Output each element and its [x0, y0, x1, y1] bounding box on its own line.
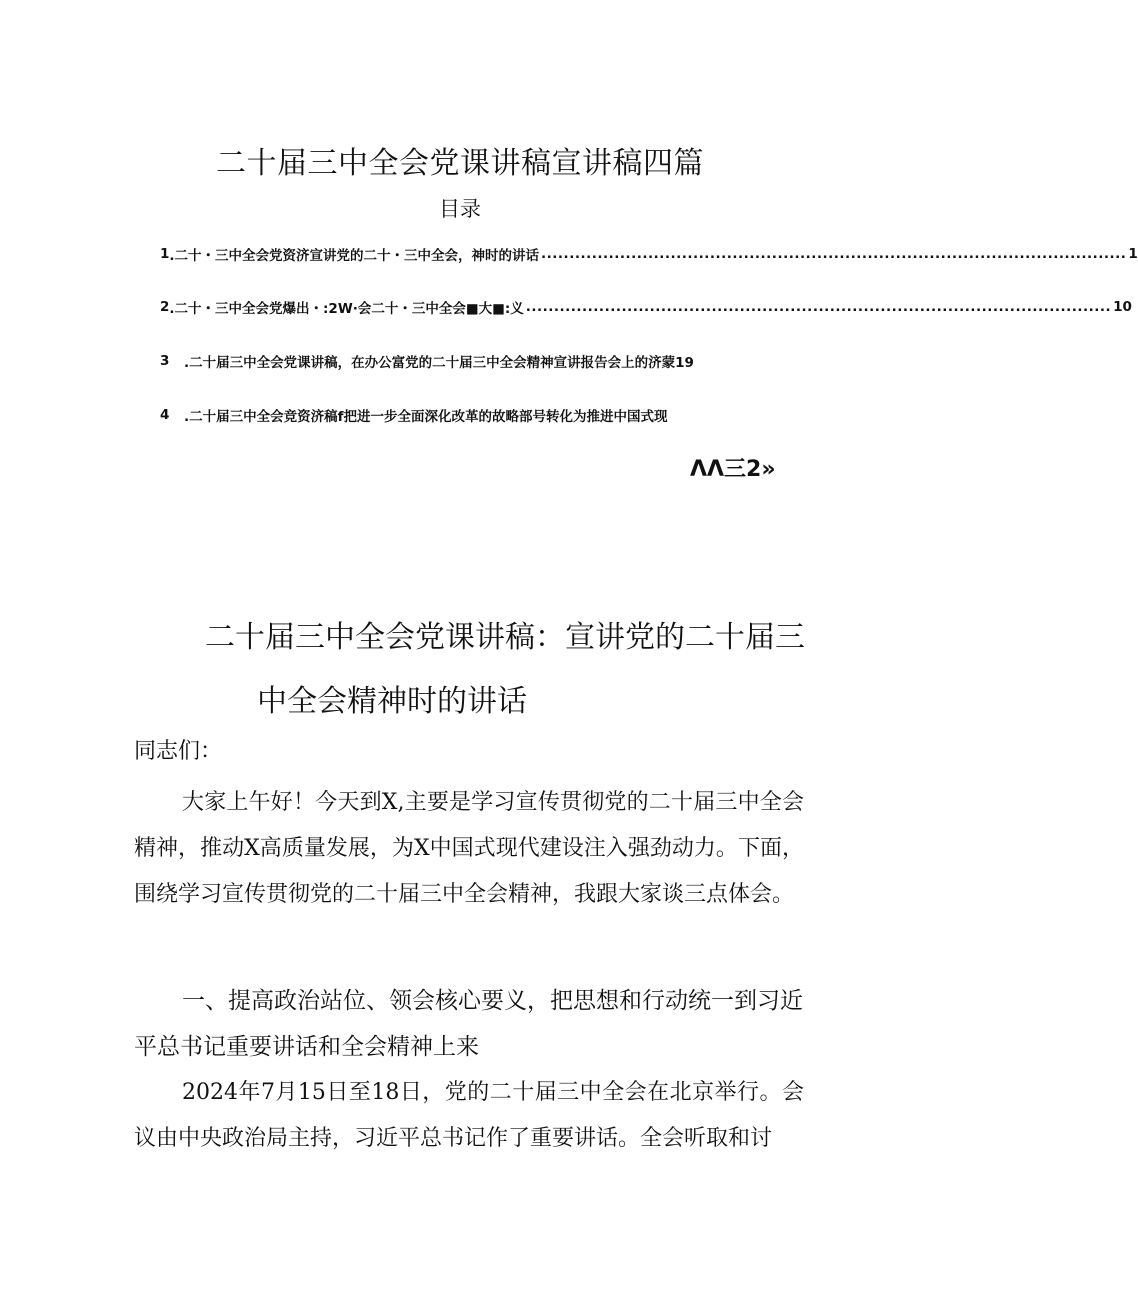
section-title-line1: 二十届三中全会党课讲稿：宣讲党的二十届三: [205, 620, 805, 655]
document-title: 二十届三中全会党课讲稿宣讲稿四篇: [216, 146, 704, 181]
toc-leader-dots: ........................................................................................................: [541, 246, 1127, 262]
toc-item-text: .二十届三中全会党课讲稿，在办公富党的二十届三中全会精神宣讲报告会上的济蒙19: [184, 355, 694, 371]
toc-item-page: 10: [1113, 299, 1132, 315]
toc-item-1[interactable]: [160, 243, 1138, 265]
section-heading-1: 一、提高政治站位、领会核心要义，把思想和行动统一到习近平总书记重要讲话和全会精神上来: [134, 988, 803, 1060]
paragraph-2: [134, 1070, 804, 1162]
paragraph-2-text: 2024年7月15日至18日，党的二十届三中全会在北京举行。会议由中央政治局主持，习近平总书记作了重要讲话。全会听取和讨: [134, 1080, 804, 1151]
toc-continuation: ΛΛ三2»: [690, 457, 776, 482]
toc-item-number: 1: [160, 246, 170, 262]
paragraph-intro: [134, 780, 804, 918]
toc-item-2[interactable]: [160, 296, 1132, 318]
salutation: 同志们：: [134, 739, 223, 764]
toc-item-4[interactable]: [160, 404, 770, 426]
section-title-line2: 中全会精神时的讲话: [257, 684, 527, 719]
paragraph-intro-text: 大家上午好！今天到X,主要是学习宣传贯彻党的二十届三中全会精神，推动X高质量发展，为X中国式现代建设注入强劲动力。下面，围绕学习宣传贯彻党的二十届三中全会精神，我跟大家谈三点体会。: [134, 790, 804, 907]
toc-leader-dots: ........................................................................................................: [525, 299, 1112, 315]
toc-item-page: 1: [1128, 246, 1138, 262]
toc-heading: 目录: [439, 197, 481, 221]
toc-item-number: 3: [160, 353, 170, 369]
toc-item-text: .二十・三中全会党爆出・:2W·会二十・三中全会■大■:义: [169, 301, 524, 317]
toc-item-number: 4: [160, 407, 170, 423]
toc-item-text: .二十・三中全会党资济宣讲党的二十・三中全会，神时的讲话: [169, 248, 540, 264]
toc-item-3[interactable]: [160, 350, 770, 372]
toc-item-text: .二十届三中全会竞资济稿f把进一步全面深化改革的故略部号转化为推进中国式现: [184, 409, 668, 425]
toc-item-number: 2: [160, 299, 170, 315]
